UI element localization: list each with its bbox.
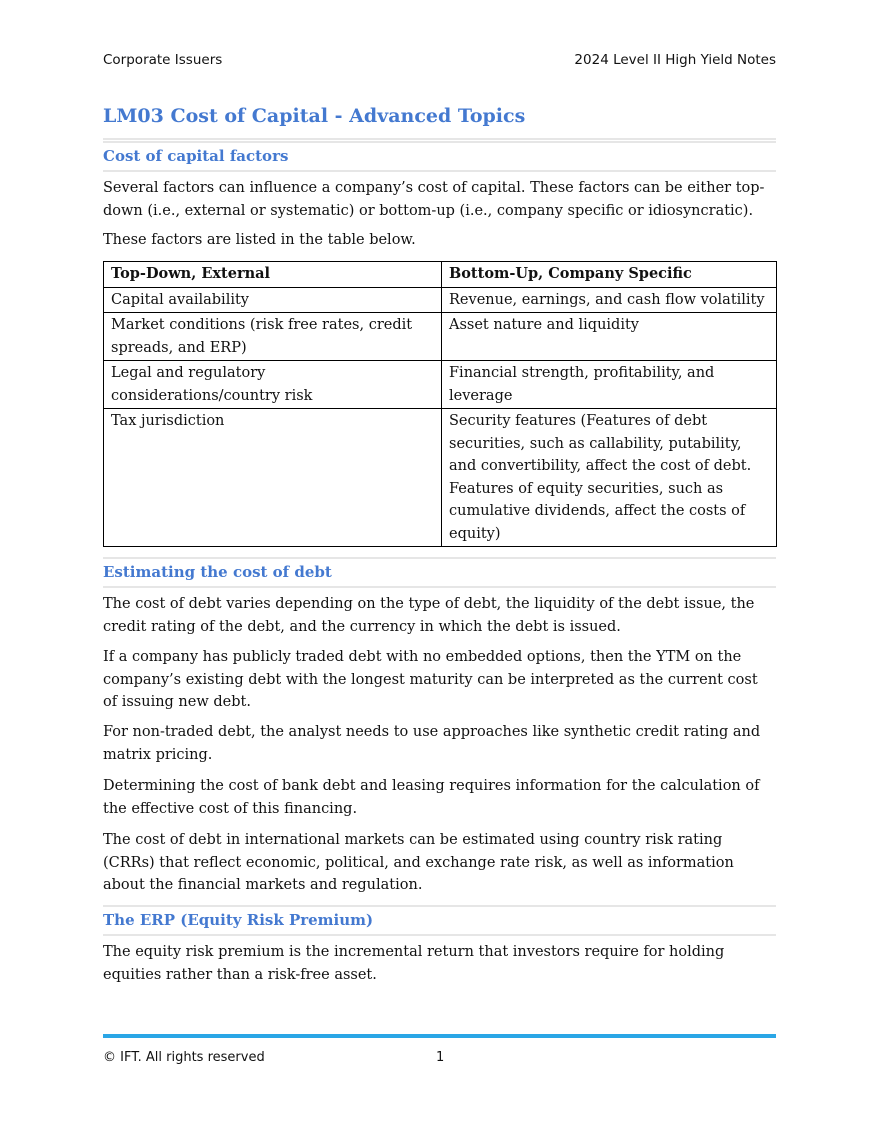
- table-header-bottomup: Bottom-Up, Company Specific: [442, 262, 777, 288]
- debt-paragraph-5: The cost of debt in international markets can be estimated using country risk rating (CRRs) that reflect economic, political, and exchange rate risk, as well as information about the financial markets and regulation.: [103, 832, 734, 893]
- table-cell: Legal and regulatory considerations/country risk: [104, 361, 442, 409]
- factors-table: [103, 261, 777, 547]
- table-cell: Revenue, earnings, and cash flow volatility: [442, 287, 777, 313]
- section-heading-factors: Cost of capital factors: [103, 141, 776, 172]
- section-heading-debt: Estimating the cost of debt: [103, 557, 776, 588]
- header-course: 2024 Level II High Yield Notes: [574, 52, 776, 68]
- erp-paragraph-1: The equity risk premium is the incremental return that investors require for holding equities rather than a risk-free asset.: [103, 944, 725, 983]
- table-row: [104, 313, 777, 361]
- footer-copyright: © IFT. All rights reserved: [103, 1050, 265, 1065]
- section-heading-erp: The ERP (Equity Risk Premium): [103, 905, 776, 936]
- table-cell: Market conditions (risk free rates, credit spreads, and ERP): [104, 313, 442, 361]
- debt-paragraph-1: The cost of debt varies depending on the type of debt, the liquidity of the debt issue, the credit rating of the debt, and the currency in which the debt is issued.: [103, 596, 755, 635]
- table-header-topdown: Top-Down, External: [104, 262, 442, 288]
- table-cell: Tax jurisdiction: [104, 409, 442, 547]
- table-cell: Asset nature and liquidity: [442, 313, 777, 361]
- debt-paragraph-4: Determining the cost of bank debt and leasing requires information for the calculation of the effective cost of this financing.: [103, 778, 760, 817]
- table-row: [104, 287, 777, 313]
- debt-paragraph-2: If a company has publicly traded debt with no embedded options, then the YTM on the company’s existing debt with the longest maturity can be interpreted as the current cost of issuing new debt.: [103, 649, 758, 710]
- factors-paragraph-1: Several factors can influence a company’s cost of capital. These factors can be either top-down (i.e., external or systematic) or bottom-up (i.e., company specific or idiosyncratic).: [103, 180, 765, 219]
- debt-paragraph-3: For non-traded debt, the analyst needs to use approaches like synthetic credit rating and matrix pricing.: [103, 724, 761, 763]
- table-cell: Financial strength, profitability, and leverage: [442, 361, 777, 409]
- table-row: [104, 361, 777, 409]
- table-cell: Capital availability: [104, 287, 442, 313]
- footer-divider: [103, 1034, 776, 1038]
- table-header-row: [104, 262, 777, 288]
- page-title: LM03 Cost of Capital - Advanced Topics: [103, 102, 776, 140]
- header-subject: Corporate Issuers: [103, 52, 223, 68]
- factors-paragraph-2: These factors are listed in the table below.: [103, 232, 416, 248]
- table-row: [104, 409, 777, 547]
- page-number: 1: [436, 1050, 445, 1065]
- table-cell: Security features (Features of debt securities, such as callability, putability, and convertibility, affect the cost of debt. Features of equity securities, such as cumulative dividends, affect the costs of equity): [442, 409, 777, 547]
